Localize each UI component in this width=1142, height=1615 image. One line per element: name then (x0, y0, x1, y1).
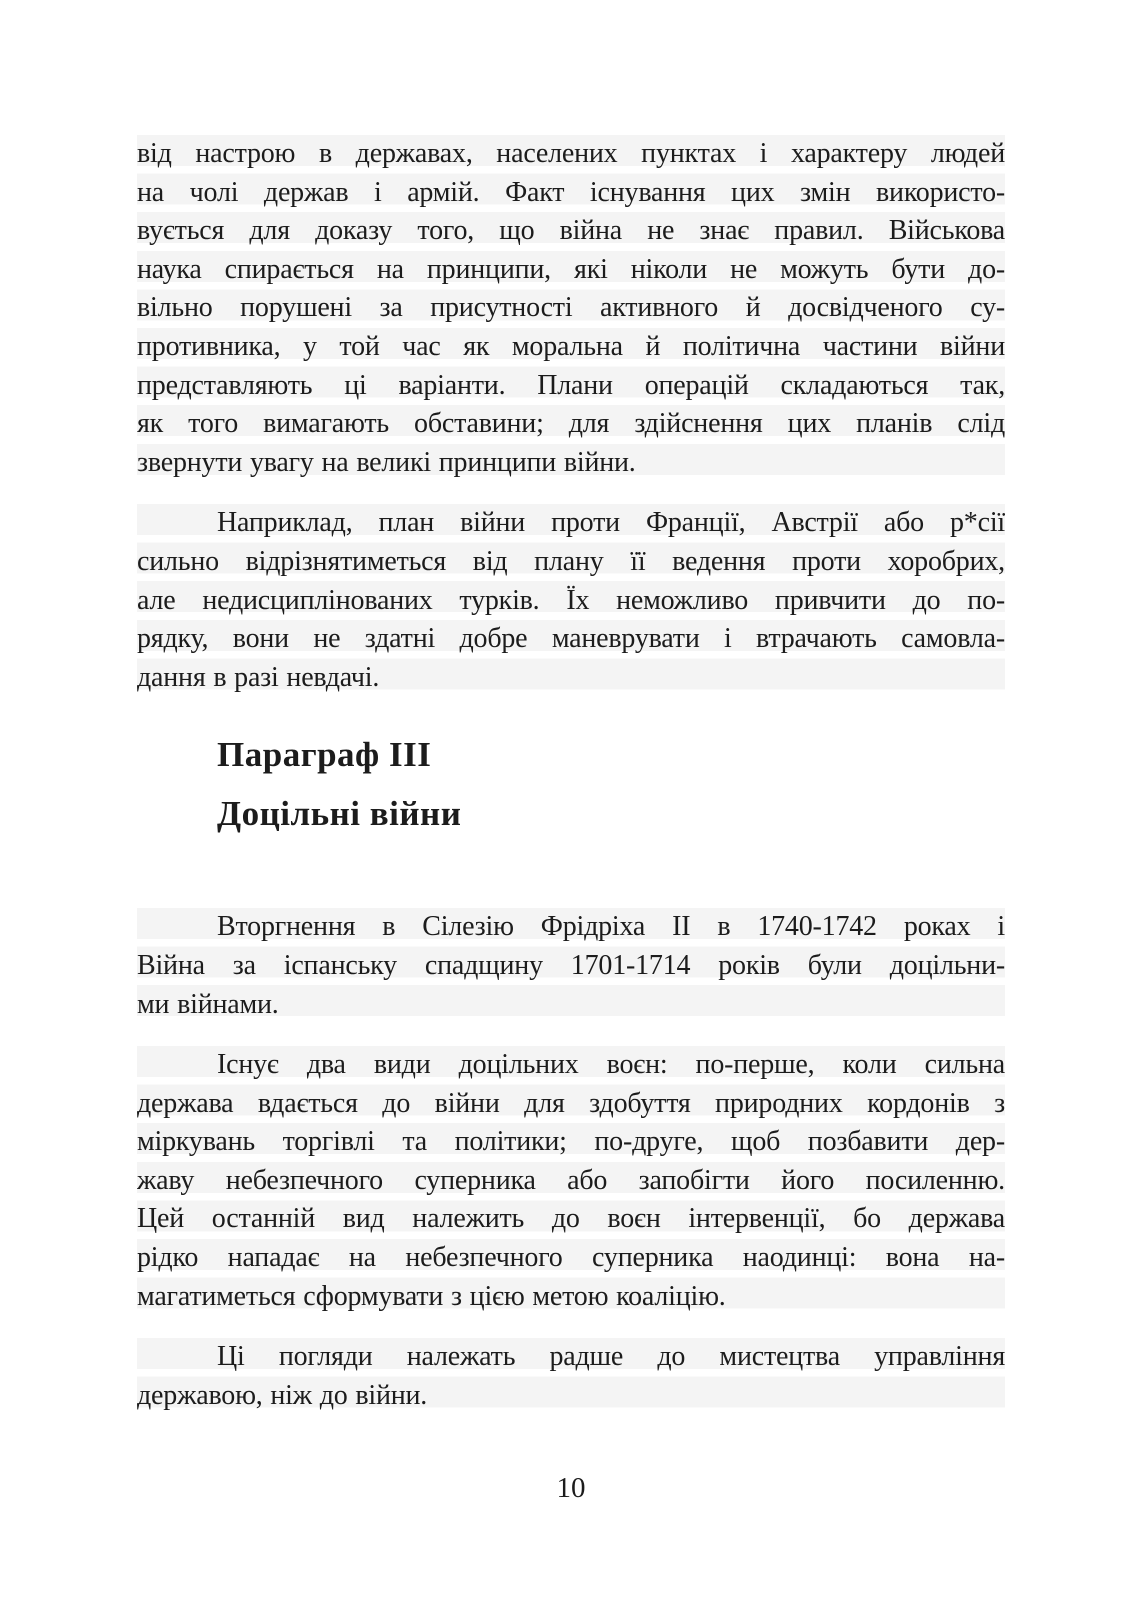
text-line: сильно відрізнятиметься від плану її ведення проти хоробрих, (137, 545, 1005, 577)
text-line: магатиметься сформувати з цією метою коаліцію. (137, 1280, 726, 1312)
text-line: звернути увагу на великі принципи війни. (137, 446, 636, 478)
text-line: представляють ці варіанти. Плани операцій складаються так, (137, 369, 1005, 401)
footer-area (137, 1437, 1005, 1507)
text-line: Війна за іспанську спадщину 1701-1714 років були доцільни- (137, 949, 1005, 981)
text-line: як того вимагають обставини; для здійснення цих планів слід (137, 408, 1005, 440)
page-footer (137, 1469, 1005, 1507)
paragraph (137, 1046, 1005, 1316)
text-line: рядку, вони не здатні добре маневрувати і втрачають самовла- (137, 623, 1005, 655)
paragraph (137, 908, 1005, 1024)
text-line: дання в разі невдачі. (137, 661, 380, 693)
text-line: ми війнами. (137, 988, 279, 1020)
text-line: противника, у той час як моральна й політична частини війни (137, 330, 1005, 362)
text-line: Ці погляди належать радше до мистецтва управління (217, 1341, 1005, 1373)
text-line: вільно порушені за присутності активного й досвідченого су- (137, 292, 1005, 324)
text-line: Вторгнення в Сілезію Фрідріха II в 1740-1742 роках і (217, 911, 1005, 943)
paragraph (137, 1338, 1005, 1415)
text-line: від настрою в державах, населених пунктах і характеру людей (137, 138, 1005, 169)
section-heading-line: Параграф III (217, 735, 432, 775)
paragraph (137, 504, 1005, 697)
text-line: вується для доказу того, що війна не знає правил. Військова (137, 215, 1005, 247)
text-line: але недисциплінованих турків. Їх неможливо привчити до по- (137, 584, 1005, 616)
text-line: на чолі держав і армій. Факт існування цих змін використо- (137, 176, 1005, 208)
text-line: жаву небезпечного суперника або запобігти його посиленню. (137, 1164, 1005, 1196)
section-heading-line: Доцільні війни (217, 794, 462, 834)
text-line: Існує два види доцільних воєн: по-перше, коли сильна (217, 1049, 1005, 1081)
paragraph (137, 135, 1005, 482)
text-column (137, 135, 1005, 1437)
text-line: Наприклад, план війни проти Франції, Австрії або р*сії (217, 507, 1005, 539)
text-line: державою, ніж до війни. (137, 1379, 428, 1411)
text-line: наука спирається на принципи, які ніколи не можуть бути до- (137, 253, 1005, 285)
text-line: Цей останній вид належить до воєн інтервенції, бо держава (137, 1203, 1005, 1235)
text-line: рідко нападає на небезпечного суперника наодинці: вона на- (137, 1242, 1005, 1274)
page-number: 10 (556, 1472, 586, 1504)
text-line: держава вдається до війни для здобуття природних кордонів з (137, 1087, 1005, 1119)
section-heading (217, 725, 1005, 843)
text-line: міркувань торгівлі та політики; по-друге, щоб позбавити дер- (137, 1126, 1005, 1158)
